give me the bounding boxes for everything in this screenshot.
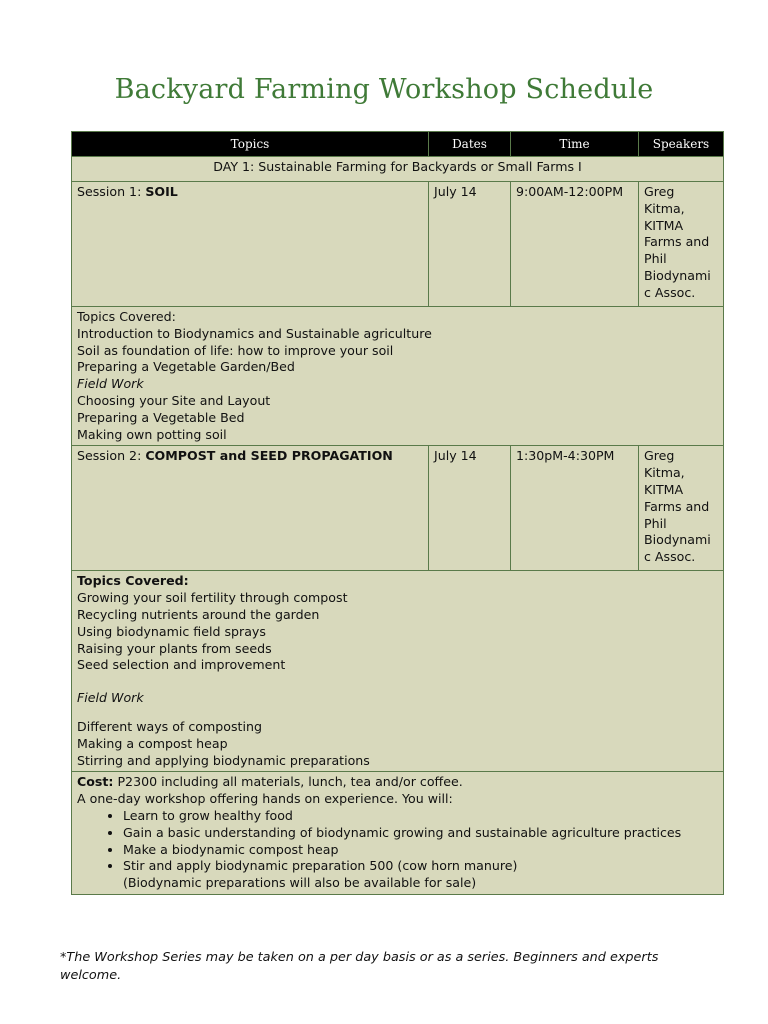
day-row — [72, 157, 724, 182]
speaker-line: Phil — [644, 515, 667, 531]
page-title: Backyard Farming Workshop Schedule — [114, 74, 654, 105]
topic-item: Growing your soil fertility through compost — [77, 590, 348, 606]
speaker-line: c Assoc. — [644, 284, 696, 300]
session2-speakers — [639, 446, 724, 571]
session2-row — [72, 446, 724, 571]
fieldwork-item: Making own potting soil — [77, 426, 227, 442]
benefit-item: • Gain a basic understanding of biodynamic growing and sustainable agriculture practices — [123, 825, 718, 842]
cost-label: Cost: — [77, 774, 114, 790]
topic-item: Raising your plants from seeds — [77, 640, 272, 656]
spacer — [77, 674, 718, 690]
speaker-line: Phil — [644, 251, 667, 267]
speaker-line: KITMA — [644, 217, 684, 233]
session1-row — [72, 182, 724, 307]
fieldwork-item: Choosing your Site and Layout — [77, 392, 271, 408]
topic-item: Recycling nutrients around the garden — [77, 606, 320, 622]
speaker-line: Biodynami — [644, 267, 711, 283]
speaker-line: c Assoc. — [644, 549, 696, 565]
fieldwork-item: Making a compost heap — [77, 735, 228, 751]
speaker-line: Farms and — [644, 498, 710, 514]
session1-prefix: Session 1: — [77, 184, 146, 199]
fieldwork-item: Different ways of composting — [77, 718, 262, 734]
schedule-table — [71, 131, 724, 895]
day1-heading: DAY 1: Sustainable Farming for Backyards or Small Farms I — [72, 157, 724, 182]
fieldwork-label: Field Work — [77, 690, 144, 706]
topics-heading: Topics Covered: — [77, 573, 189, 589]
topics-heading: Topics Covered: — [77, 309, 176, 324]
benefit-item: • Stir and apply biodynamic preparation 500 (cow horn manure) — [123, 858, 718, 875]
topic-item: Using biodynamic field sprays — [77, 623, 266, 639]
header-speakers: Speakers — [639, 132, 724, 157]
benefit-item: • Make a biodynamic compost heap — [123, 842, 718, 859]
session1-date: July 14 — [429, 182, 511, 307]
session1-name: SOIL — [145, 184, 178, 199]
header-dates: Dates — [429, 132, 511, 157]
fieldwork-label: Field Work — [77, 376, 144, 392]
topic-item: Soil as foundation of life: how to improve your soil — [77, 342, 394, 358]
session2-time: 1:30pM-4:30PM — [511, 446, 639, 571]
spacer — [77, 707, 718, 719]
speaker-line: Biodynami — [644, 532, 711, 548]
speaker-line: Kitma, — [644, 465, 685, 481]
speaker-line: Farms and — [644, 234, 710, 250]
topic-item: Preparing a Vegetable Garden/Bed — [77, 359, 295, 375]
speaker-line: Greg — [644, 184, 675, 199]
session2-details — [72, 571, 724, 772]
benefit-list — [77, 808, 718, 875]
speaker-line: KITMA — [644, 481, 684, 497]
cost-row — [72, 772, 724, 895]
session2-date: July 14 — [429, 446, 511, 571]
session2-prefix: Session 2: — [77, 448, 146, 464]
session2-title — [72, 446, 429, 571]
topic-item: Introduction to Biodynamics and Sustainable agriculture — [77, 325, 432, 341]
cost-note: (Biodynamic preparations will also be available for sale) — [123, 875, 477, 891]
benefit-item: • Learn to grow healthy food — [123, 808, 718, 825]
fieldwork-item: Preparing a Vegetable Bed — [77, 409, 245, 425]
speaker-line: Kitma, — [644, 200, 685, 216]
session2-name: COMPOST and SEED PROPAGATION — [145, 448, 393, 464]
fieldwork-item: Stirring and applying biodynamic preparations — [77, 752, 370, 768]
cost-line — [77, 774, 718, 791]
header-time: Time — [511, 132, 639, 157]
speaker-line: Greg — [644, 448, 675, 464]
footnote: *The Workshop Series may be taken on a per day basis or as a series. Beginners and experts welcome. — [60, 950, 659, 983]
header-row — [72, 132, 724, 157]
cost-text: P2300 including all materials, lunch, tea and/or coffee. — [113, 774, 463, 790]
cost-details — [72, 772, 724, 895]
cost-intro: A one-day workshop offering hands on experience. You will: — [77, 791, 453, 807]
session1-time: 9:00AM-12:00PM — [511, 182, 639, 307]
session1-details-row — [72, 307, 724, 446]
session2-details-row — [72, 571, 724, 772]
topic-item: Seed selection and improvement — [77, 657, 286, 673]
session1-title — [72, 182, 429, 307]
session1-speakers — [639, 182, 724, 307]
header-topics: Topics — [72, 132, 429, 157]
session1-details — [72, 307, 724, 446]
